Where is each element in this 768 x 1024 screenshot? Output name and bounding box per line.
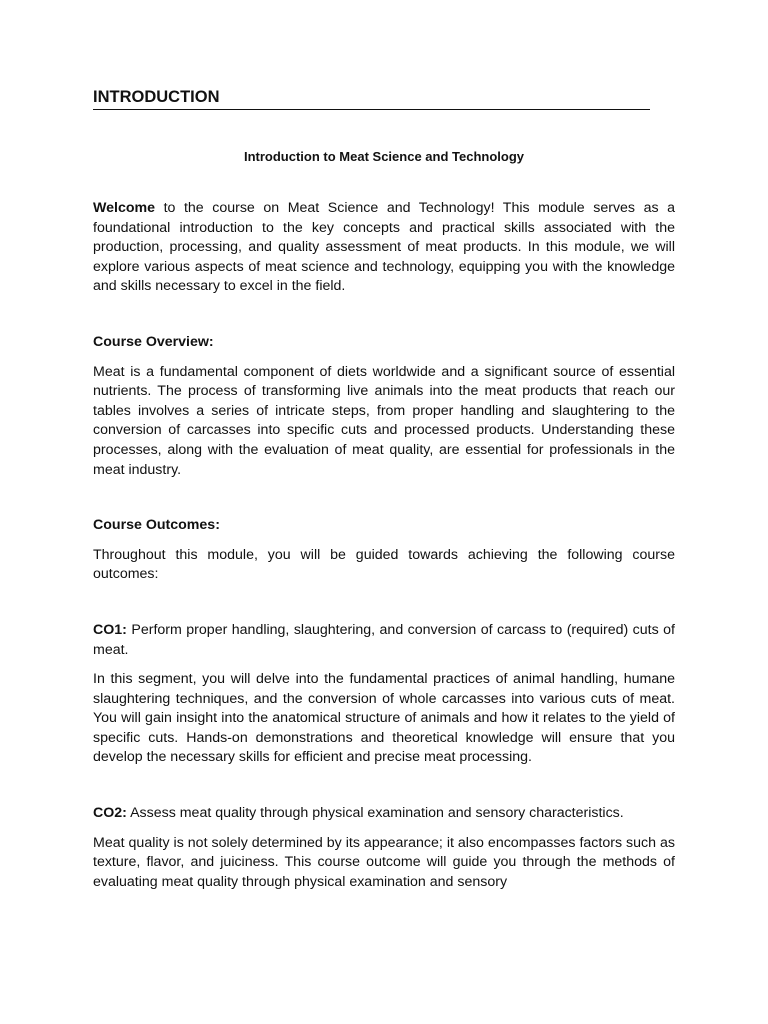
- co2-body: Meat quality is not solely determined by its appearance; it also encompasses factors such as texture, flavor, and juiciness. This course outcome will guide you through the methods of evaluating meat quality through physical examination and sensory: [93, 834, 675, 890]
- co1-text: Perform proper handling, slaughtering, and conversion of carcass to (required) cuts of meat.: [93, 621, 675, 658]
- welcome-text: to the course on Meat Science and Technology! This module serves as a foundational introduction to the key concepts and practical skills associated with the production, processing, and quality assessment of meat products. In this module, we will explore various aspects of meat science and technology, equipping you with the knowledge and skills necessary to excel in the field.: [93, 200, 675, 295]
- course-overview-title: Course Overview:: [93, 333, 214, 350]
- welcome-paragraph: [93, 199, 675, 297]
- co2-statement: [93, 804, 675, 824]
- course-outcomes-intro: Throughout this module, you will be guided towards achieving the following course outcomes:: [93, 546, 675, 583]
- course-outcomes-title: Course Outcomes:: [93, 517, 220, 534]
- course-overview-body: Meat is a fundamental component of diets worldwide and a significant source of essential nutrients. The process of transforming live animals into the meat products that reach our tables involves a series of intricate steps, from proper handling and slaughtering to the conversion of carcasses into specific cuts and processed products. Understanding these processes, along with the evaluation of meat quality, are essential for professionals in the meat industry.: [93, 363, 675, 478]
- document-page: [93, 86, 675, 892]
- page-heading: INTRODUCTION: [93, 86, 650, 110]
- co2-label: CO2:: [93, 805, 127, 822]
- co1-body: In this segment, you will delve into the fundamental practices of animal handling, humane slaughtering techniques, and the conversion of whole carcasses into various cuts of meat. You will gain insight into the anatomical structure of animals and how it relates to the yield of specific cuts. Hands-on demonstrations and theoretical knowledge will ensure that you develop the necessary skills for efficient and precise meat processing.: [93, 671, 675, 766]
- co2-text: Assess meat quality through physical examination and sensory characteristics.: [126, 805, 624, 822]
- document-subtitle: Introduction to Meat Science and Technology: [243, 149, 524, 164]
- welcome-bold: Welcome: [93, 200, 156, 216]
- co1-label: CO1:: [93, 621, 127, 638]
- co1-statement: [93, 621, 675, 660]
